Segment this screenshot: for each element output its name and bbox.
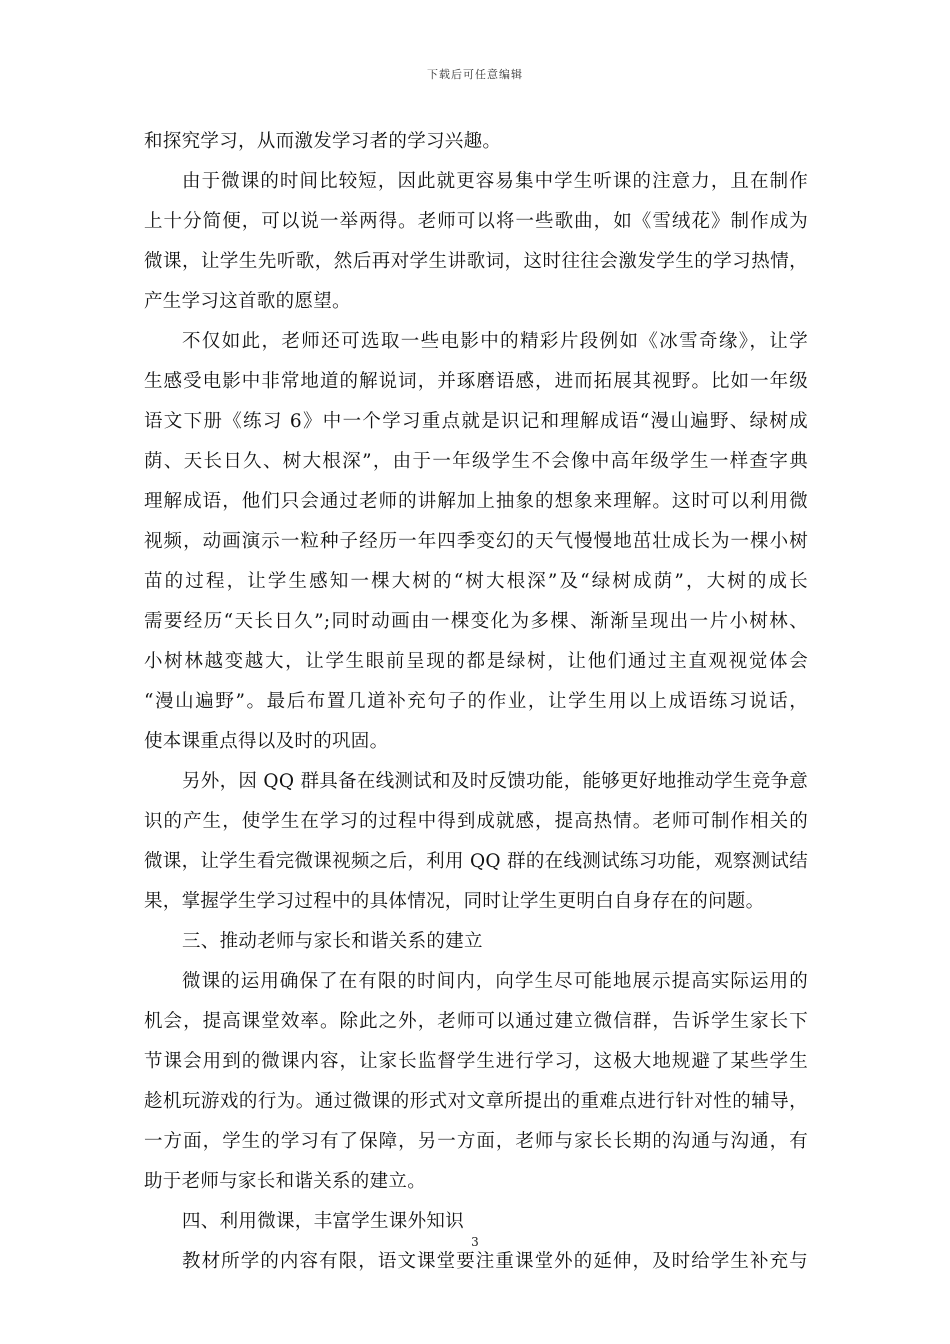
section-heading: 四、利用微课，丰富学生课外知识 bbox=[182, 1211, 465, 1232]
text-line: 果，掌握学生学习过程中的具体情况，同时让学生更明白自身存在的问题。 bbox=[144, 891, 765, 912]
text-line: 微课，让学生看完微课视频之后，利用 QQ 群的在线测试练习功能，观察测试结 bbox=[144, 851, 808, 872]
paragraph-first-line: 另外，因 QQ 群具备在线测试和及时反馈功能，能够更好地推动学生竞争意 bbox=[182, 771, 809, 792]
paragraph-first-line: 不仅如此，老师还可选取一些电影中的精彩片段例如《冰雪奇缘》，让学 bbox=[182, 331, 808, 352]
text-line: 荫、天长日久、树大根深”，由于一年级学生不会像中高年级学生一样查字典 bbox=[144, 451, 808, 472]
section-heading: 三、推动老师与家长和谐关系的建立 bbox=[182, 931, 483, 952]
text-line: 需要经历“天长日久”;同时动画由一棵变化为多棵、渐渐呈现出一片小树林、 bbox=[144, 611, 808, 632]
text-line: 产生学习这首歌的愿望。 bbox=[144, 291, 351, 312]
paragraph-first-line: 由于微课的时间比较短，因此就更容易集中学生听课的注意力，且在制作 bbox=[182, 171, 808, 192]
text-line: 上十分简便，可以说一举两得。老师可以将一些歌曲，如《雪绒花》制作成为 bbox=[144, 211, 808, 232]
text-line: 机会，提高课堂效率。除此之外，老师可以通过建立微信群，告诉学生家长下 bbox=[144, 1011, 808, 1032]
text-line: “漫山遍野”。最后布置几道补充句子的作业，让学生用以上成语练习说话， bbox=[144, 691, 808, 712]
text-line: 趁机玩游戏的行为。通过微课的形式对文章所提出的重难点进行针对性的辅导， bbox=[144, 1091, 808, 1112]
text-line: 使本课重点得以及时的巩固。 bbox=[144, 731, 389, 752]
text-line: 视频，动画演示一粒种子经历一年四季变幻的天气慢慢地茁壮成长为一棵小树 bbox=[144, 531, 808, 552]
page-header: 下载后可任意编辑 bbox=[427, 68, 523, 81]
paragraph-first-line: 微课的运用确保了在有限的时间内，向学生尽可能地展示提高实际运用的 bbox=[182, 971, 808, 992]
text-line: 生感受电影中非常地道的解说词，并琢磨语感，进而拓展其视野。比如一年级 bbox=[144, 371, 808, 392]
text-line: 苗的过程，让学生感知一棵大树的“树大根深”及“绿树成荫”，大树的成长 bbox=[144, 571, 808, 592]
text-line: 微课，让学生先听歌，然后再对学生讲歌词，这时往往会激发学生的学习热情， bbox=[144, 251, 808, 272]
text-line: 小树林越变越大，让学生眼前呈现的都是绿树，让他们通过主直观视觉体会 bbox=[144, 651, 808, 672]
text-line: 和探究学习，从而激发学习者的学习兴趣。 bbox=[144, 131, 502, 152]
text-line: 助于老师与家长和谐关系的建立。 bbox=[144, 1171, 427, 1192]
text-line: 识的产生，使学生在学习的过程中得到成就感，提高热情。老师可制作相关的 bbox=[144, 811, 808, 832]
text-line: 语文下册《练习 6》中一个学习重点就是识记和理解成语“漫山遍野、绿树成 bbox=[144, 411, 808, 432]
text-line: 一方面，学生的学习有了保障，另一方面，老师与家长长期的沟通与沟通，有 bbox=[144, 1131, 808, 1152]
text-line: 理解成语，他们只会通过老师的讲解加上抽象的想象来理解。这时可以利用微 bbox=[144, 491, 808, 512]
document-body bbox=[144, 122, 808, 1282]
page-number: 3 bbox=[471, 1235, 479, 1249]
text-line: 节课会用到的微课内容，让家长监督学生进行学习，这极大地规避了某些学生 bbox=[144, 1051, 808, 1072]
paragraph-first-line: 教材所学的内容有限，语文课堂要注重课堂外的延伸，及时给学生补充与 bbox=[182, 1251, 808, 1272]
